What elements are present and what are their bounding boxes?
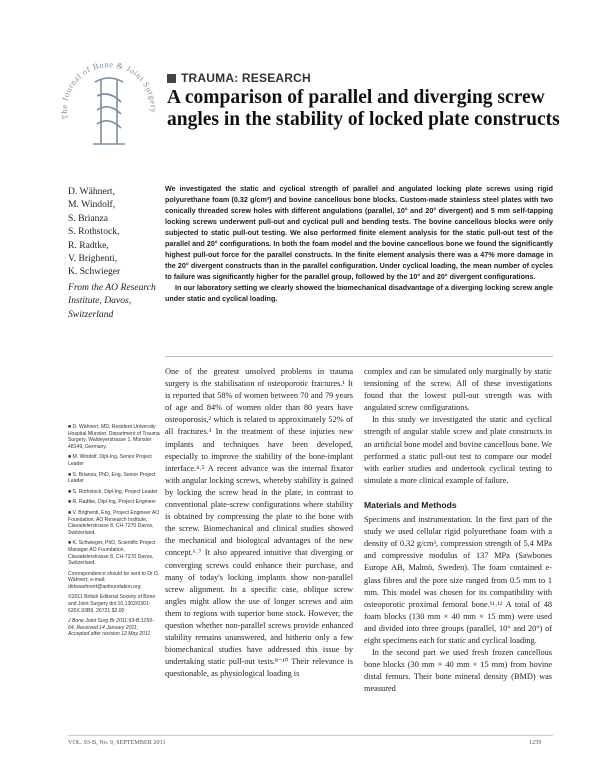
copyright: ©2011 British Editorial Society of Bone and Joint Surgery doi:10.1302/0301-620X.93B9. 26721 $2.00 bbox=[68, 594, 156, 614]
author: D. Wähnert, bbox=[68, 186, 115, 197]
body-paragraph: Specimens and instrumentation. In the first part of the study we used cellular rigid polyurethane foam with a density of 0.32 g/cm³, compression strength of 5.4 MPa and compressive modulus of 137 MPa (Sawbones Europe AB, Malmö, Sweden). The foam contained e-glass fibres and the pore size ranged from 0.5 mm to 1 mm. This model was chosen for its compatibility with osteoporotic proximal femoral bone.¹¹˒¹² A total of 48 foam blocks (130 mm × 40 mm × 15 mm) were used and divided into three groups (parallel, 10° and 20°) of eight specimens each for static and cyclical loading. bbox=[364, 515, 552, 645]
body-column-left bbox=[165, 366, 353, 680]
footer-volume: VOL. 93-B, No. 9, SEPTEMBER 2011 bbox=[68, 739, 166, 746]
body-column-right bbox=[364, 366, 552, 695]
correspondence: Correspondence should be sent to Dr D. Wähnert; e-mail: dirkwaehnert@aofoundation.org bbox=[68, 570, 160, 590]
section-text: TRAUMA: RESEARCH bbox=[181, 71, 311, 85]
author-detail: ■ K. Schwieger, PhD, Scientific Project Manager AO Foundation, Clavadelerstrasse 8, CH-7270 Davos, Switzerland. bbox=[68, 540, 156, 567]
abstract bbox=[165, 184, 553, 305]
body-paragraph: complex and can be simulated only marginally by static tensioning of the screw. All of these investigations found that the lowest pull-out strength was with angulated screw configurations. bbox=[364, 367, 552, 413]
author-detail: ■ S. Brianza, PhD, Eng, Senior Project Leader bbox=[68, 471, 156, 485]
abstract-paragraph: In our laboratory setting we clearly showed the biomechanical disadvantage of a diverging locking screw angle under static and cyclical loading. bbox=[165, 284, 553, 303]
author-detail: ■ D. Wähnert, MD, Resident University Hospital Münster, Department of Trauma Surgery, Waldeyerstrasse 1, Münster 48149, Germany. bbox=[68, 424, 160, 450]
author-detail: ■ R. Radtke, Dipl-Ing, Project Engineer bbox=[68, 499, 157, 506]
body-paragraph: In this study we investigated the static and cyclical strength of angular stable screw and plate constructs in an artificial bone model and bovine cancellous bone. We performed a static pull-out test to compare our model with earlier studies and undertook cyclical testing to simulate a more clinical example of failure. bbox=[364, 415, 552, 485]
author: M. Windolf, bbox=[68, 199, 116, 211]
author: V. Brighenti, bbox=[68, 253, 118, 265]
article-title: A comparison of parallel and diverging screw angles in the stability of locked plate constructs bbox=[167, 87, 560, 130]
logo-text: The Journal of Bone & Joint Surgery bbox=[59, 60, 159, 121]
author-detail: ■ S. Rothstock, Dipl-Ing, Project Leader bbox=[68, 488, 158, 495]
abstract-divider bbox=[165, 356, 553, 357]
author-detail: ■ V. Brighenti, Eng, Project Engineer AO Foundation, AO Research Institute, Clavadelerstrasse 8, CH-7270 Davos, Switzerland. bbox=[68, 509, 160, 536]
page-number: 1259 bbox=[529, 739, 542, 746]
author: K. Schwieger bbox=[68, 266, 121, 278]
author: S. Brianza bbox=[68, 212, 108, 224]
author: S. Rothstock, bbox=[68, 226, 120, 238]
author-details-sidebar bbox=[68, 424, 160, 642]
author-detail: ■ M. Windolf, Dipl-Ing, Senior Project Leader bbox=[68, 454, 152, 467]
section-square-icon bbox=[167, 74, 176, 83]
section-label bbox=[167, 71, 311, 85]
citation: J Bone Joint Surg Br 2011;93-B:1259-64. Received 14 January 2011; Accepted after revision 12 May 2011 bbox=[68, 618, 154, 638]
body-paragraph: In the second part we used fresh frozen cancellous bone blocks (30 mm × 40 mm × 15 mm) from bovine distal femurs. Their bone mineral density (BMD) was measured bbox=[364, 648, 552, 694]
methods-heading: Materials and Methods bbox=[364, 499, 457, 510]
author: R. Radtke, bbox=[68, 239, 109, 251]
body-paragraph: One of the greatest unsolved problems in trauma surgery is the stabilisation of osteoporotic fractures.¹ It is reported that 58% of women between 70 and 79 years of age and 84% of women older than 80 years have osteoporosis,² which is related to approximately 52% of all fractures.³ In the treatment of these injuries new implants and techniques have been developed, especially to improve the stability of the bone-implant interface.⁴˒⁵ A recent advance was the internal fixator with angular locking screws, whereby stability is gained by locking the screw head in the plate, in contrast to conventional plate-screw configurations where stability is obtained by compressing the plate to the bone with the screw. Biomechanical and clinical studies showed the mechanical and biological advantages of the new concept.⁶˒⁷ It also appeared intuitive that diverging or converging screws could enhance their purchase, and many of today's locking implants show non-parallel screw alignment. In a specific case, oblique screw angles might allow the use of longer screws and aim them to regions with superior bone stock. However, the question whether non-parallel screws provide enhanced stability remains unanswered, and hitherto only a few biomechanical studies have addressed this issue by undertaking static pull-out tests.⁸⁻¹⁰ Their relevance is questionable, as physiological loading is bbox=[165, 367, 353, 679]
abstract-paragraph: We investigated the static and cyclical strength of parallel and angulated locking plate screws using rigid polyurethane foam (0.32 g/cm³) and bovine cancellous bone blocks. Custom-made stainless steel plates with two conically threaded screw holes with different angulations (parallel, 10° and 20° divergent) and 5 mm self-tapping locking screws underwent pull-out and cyclical pull and bending tests. The bovine cancellous blocks were only subjected to static pull-out testing. We also performed finite element analysis for the static pull-out test of the parallel and 20° configurations. In both the foam model and the bovine cancellous bone we found the significantly highest pull-out force for the parallel constructs. In the finite element analysis there was a 47% more damage in the 20° divergent constructs than in the parallel configuration. Under cyclical loading, the mean number of cycles to failure was significantly higher for the parallel group, followed by the 10° and 20° divergent configurations. bbox=[165, 185, 553, 281]
journal-logo bbox=[55, 52, 163, 160]
affiliation: From the AO Research Institute, Davos, Switzerland bbox=[68, 282, 156, 320]
author-list bbox=[68, 185, 160, 279]
footer-divider bbox=[68, 735, 553, 736]
svg-text:The Journal of Bone & Joint Su bbox=[60, 60, 158, 120]
